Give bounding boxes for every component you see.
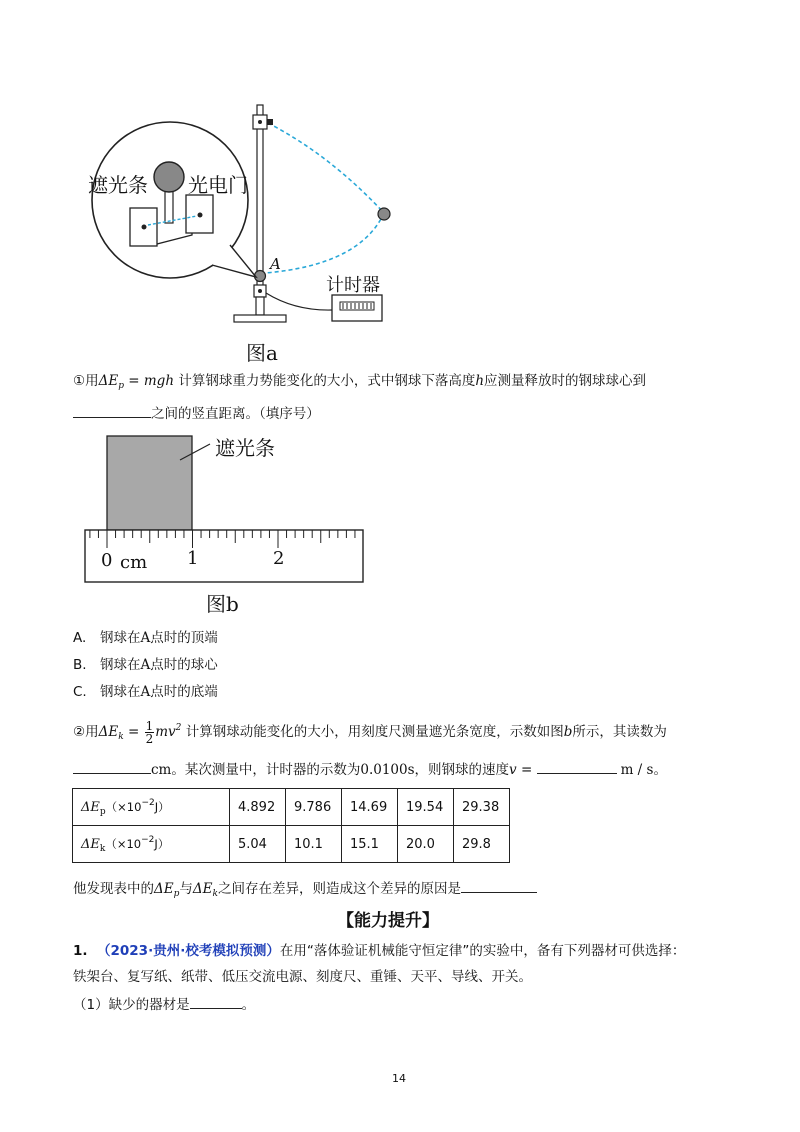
table-cell: 20.0 — [398, 826, 454, 863]
answer-blank-1[interactable] — [73, 402, 151, 418]
table-cell: 15.1 — [342, 826, 398, 863]
row-label-ep: $\Delta E_p(\times 10^{-2}J)$ — [73, 789, 230, 826]
tick-label-2: 2 — [273, 548, 285, 569]
label-guang-dian-men: 光电门 — [188, 173, 248, 197]
table-row — [73, 826, 510, 863]
answer-blank-velocity[interactable] — [537, 758, 617, 774]
option-a[interactable]: A. 钢球在A点时的顶端 — [73, 630, 218, 646]
problem-1-line-2: 铁架台、复写纸、纸带、低压交流电源、刻度尺、重锤、天平、导线、开关。 — [73, 969, 532, 985]
data-table-container — [72, 788, 510, 863]
label-timer: 计时器 — [326, 275, 380, 296]
tick-label-0: 0 — [101, 550, 113, 571]
question-2-line-1: ②用$\Delta E_k$ = $\frac{1}{2}$ $mv^2$ 计算钢球动能变化的大小，用刻度尺测量遮光条宽度，示数如图b所示，其读数为 — [73, 718, 667, 746]
question-1-line-2: 之间的竖直距离。（填序号） — [73, 402, 320, 424]
problem-1-sub-1: （1）缺少的器材是 。 — [73, 993, 255, 1015]
row-label-ek: $\Delta E_k(\times 10^{-2}J)$ — [73, 826, 230, 863]
answer-blank-reason[interactable] — [461, 877, 537, 893]
question-2-line-2: cm。某次测量中，计时器的示数为0.0100s，则钢球的速度v = m / s。 — [73, 758, 667, 780]
label-point-a: A — [270, 255, 281, 273]
figure-a-caption: 图a — [246, 341, 278, 365]
option-c[interactable]: C. 钢球在A点时的底端 — [73, 684, 218, 700]
energy-data-table — [72, 788, 510, 863]
table-cell: 19.54 — [398, 789, 454, 826]
option-b[interactable]: B. 钢球在A点时的球心 — [73, 657, 218, 673]
page-number: 14 — [392, 1072, 406, 1085]
tick-label-1: 1 — [187, 548, 199, 569]
table-row — [73, 789, 510, 826]
figure-a — [80, 95, 420, 365]
formula-delta-ep: $\Delta E_p$ = mgh — [98, 373, 175, 391]
section-heading: 【能力提升】 — [337, 911, 439, 931]
label-zhe-guang-tiao-b: 遮光条 — [215, 436, 275, 460]
table-cell: 5.04 — [230, 826, 286, 863]
fraction-one-half: $\frac{1}{2}$ — [145, 718, 154, 746]
table-cell: 29.38 — [454, 789, 510, 826]
figure-b — [80, 430, 370, 620]
table-cell: 10.1 — [286, 826, 342, 863]
ruler-unit: cm — [120, 552, 148, 573]
problem-source: （2023·贵州·校考模拟预测） — [97, 943, 280, 959]
table-cell: 29.8 — [454, 826, 510, 863]
question-1-line-1: ①用$\Delta E_p$ = mgh 计算钢球重力势能变化的大小，式中钢球下落高度h应测量释放时的钢球球心到 — [73, 373, 647, 391]
problem-1-line-1: 1. （2023·贵州·校考模拟预测）在用“落体验证机械能守恒定律”的实验中，备有下列器材可供选择： — [73, 943, 686, 959]
answer-blank-missing-equipment[interactable] — [190, 993, 242, 1009]
table-cell: 14.69 — [342, 789, 398, 826]
formula-delta-ek: $\Delta E_k$ = — [98, 724, 144, 742]
conclusion-line: 他发现表中的$\Delta E_p$与$\Delta E_k$之间存在差异，则造成这个差异的原因是 — [73, 877, 537, 904]
apparatus-diagram — [80, 95, 420, 365]
table-cell: 9.786 — [286, 789, 342, 826]
answer-blank-width[interactable] — [73, 758, 151, 774]
table-cell: 4.892 — [230, 789, 286, 826]
label-zhe-guang-tiao: 遮光条 — [88, 173, 148, 197]
figure-b-caption: 图b — [206, 592, 239, 616]
